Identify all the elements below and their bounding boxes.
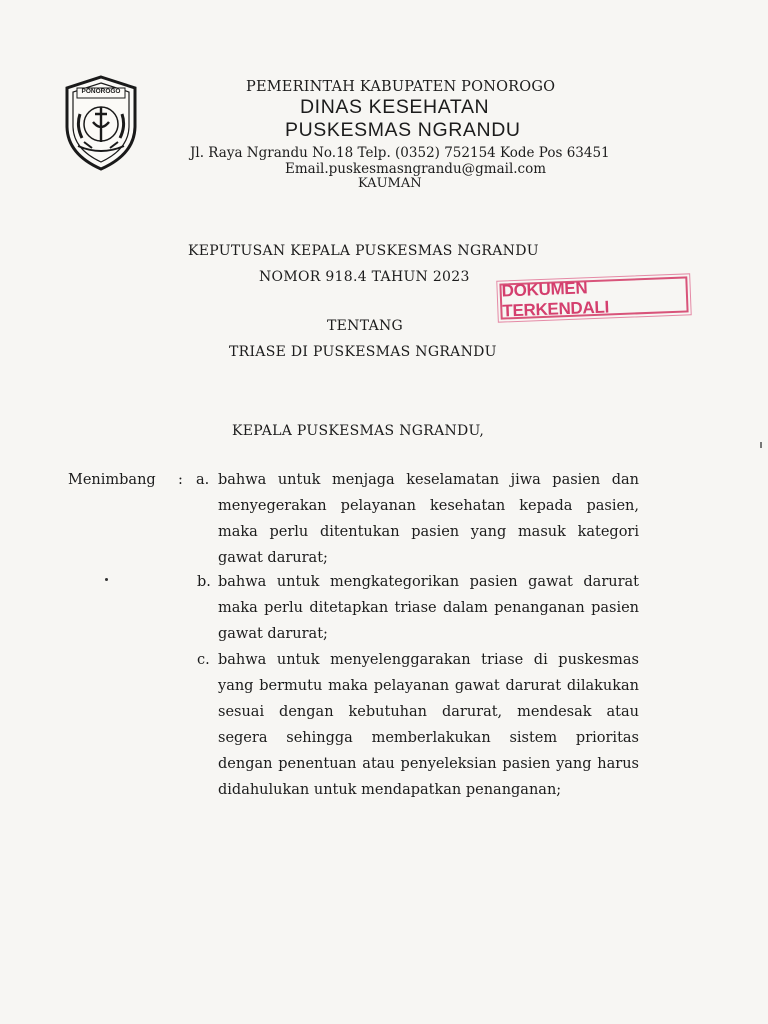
letterhead-district: KAUMAN bbox=[358, 176, 422, 191]
consideration-b-text: bahwa untuk mengkategorikan pasien gawat darurat maka perlu ditetapkan triase dalam penanganan pasien gawat darurat; bbox=[218, 574, 639, 642]
decision-subject: TRIASE DI PUSKESMAS NGRANDU bbox=[229, 344, 497, 360]
consideration-b-marker: b. bbox=[197, 574, 211, 590]
consideration-c-marker: c. bbox=[197, 652, 210, 668]
letterhead-address: Jl. Raya Ngrandu No.18 Telp. (0352) 752154 Kode Pos 63451 bbox=[190, 145, 610, 161]
considerations-colon: : bbox=[178, 472, 183, 488]
letterhead-government: PEMERINTAH KABUPATEN PONOROGO bbox=[246, 79, 556, 95]
consideration-c-text: bahwa untuk menyelenggarakan triase di puskesmas yang bermutu maka pelayanan gawat darurat dilakukan sesuai dengan kebutuhan darurat, mendesak atau segera sehingga memberlakukan sistem prioritas dengan penentuan atau penyeleksian pasien yang harus didahulukan untuk mendapatkan penanganan; bbox=[218, 652, 639, 798]
logo-banner-text: PONOROGO bbox=[81, 88, 121, 95]
controlled-document-stamp bbox=[499, 276, 688, 319]
considerations-label: Menimbang bbox=[68, 472, 156, 488]
letterhead-email: Email.puskesmasngrandu@gmail.com bbox=[285, 161, 547, 177]
stamp-text: DOKUMEN TERKENDALI bbox=[501, 278, 610, 321]
letterhead-agency: DINAS KESEHATAN bbox=[300, 96, 490, 118]
decision-issuer: KEPALA PUSKESMAS NGRANDU, bbox=[232, 423, 485, 439]
scan-edge-mark bbox=[760, 442, 762, 448]
decision-about-label: TENTANG bbox=[327, 318, 404, 334]
decision-number: NOMOR 918.4 TAHUN 2023 bbox=[259, 269, 470, 285]
decision-title: KEPUTUSAN KEPALA PUSKESMAS NGRANDU bbox=[188, 243, 539, 259]
consideration-a-marker: a. bbox=[196, 472, 210, 488]
scan-speck bbox=[105, 578, 108, 581]
letterhead-office: PUSKESMAS NGRANDU bbox=[285, 119, 521, 141]
consideration-a-text: bahwa untuk menjaga keselamatan jiwa pasien dan menyegerakan pelayanan kesehatan kepada pasien, maka perlu ditentukan pasien yang masuk kategori gawat darurat; bbox=[218, 472, 639, 566]
